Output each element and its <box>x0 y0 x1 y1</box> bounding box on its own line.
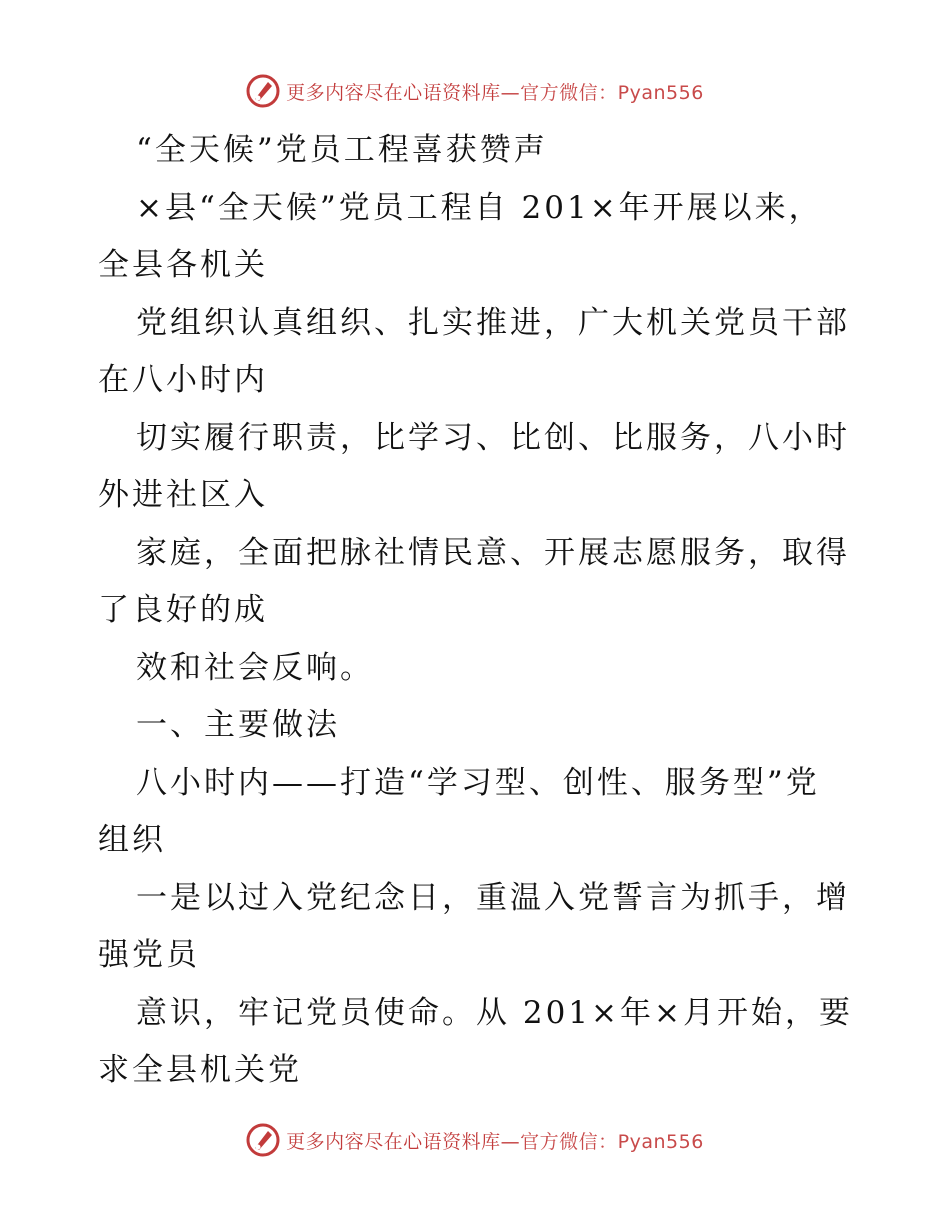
text-line: ×县“全天候”党员工程自 201×年开展以来， <box>136 189 823 226</box>
watermark-text: 更多内容尽在心语资料库—官方微信：Pyan556 <box>286 81 704 104</box>
text-line: 了良好的成 <box>98 592 268 628</box>
text-line: 党组织认真组织、扎实推进，广大机关党员干部 <box>136 304 850 341</box>
text-line: 在八小时内 <box>98 362 268 398</box>
watermark-text: 更多内容尽在心语资料库—官方微信：Pyan556 <box>286 1130 704 1153</box>
text-line: 全县各机关 <box>98 247 268 283</box>
text-line: 外进社区入 <box>98 477 268 513</box>
text-line: 家庭，全面把脉社情民意、开展志愿服务，取得 <box>136 534 850 571</box>
text-line: 求全县机关党 <box>98 1052 302 1088</box>
text-line: 八小时内——打造“学习型、创性、服务型”党 <box>136 764 820 801</box>
pen-nib-logo-icon <box>246 1123 280 1157</box>
text-line: “全天候”党员工程喜获赞声 <box>136 132 548 168</box>
document-body <box>98 122 858 1100</box>
text-line: 意识，牢记党员使命。从 201×年×月开始，要 <box>136 994 853 1031</box>
text-line: 一是以过入党纪念日，重温入党誓言为抓手，增 <box>136 879 850 916</box>
watermark-header <box>0 71 950 111</box>
text-line: 效和社会反响。 <box>136 649 374 686</box>
text-line: 组织 <box>98 822 166 858</box>
text-line: 强党员 <box>98 937 200 973</box>
text-line: 一、主要做法 <box>136 707 340 743</box>
text-line: 切实履行职责，比学习、比创、比服务，八小时 <box>136 419 850 456</box>
watermark-footer <box>0 1120 950 1160</box>
pen-nib-logo-icon <box>246 74 280 108</box>
